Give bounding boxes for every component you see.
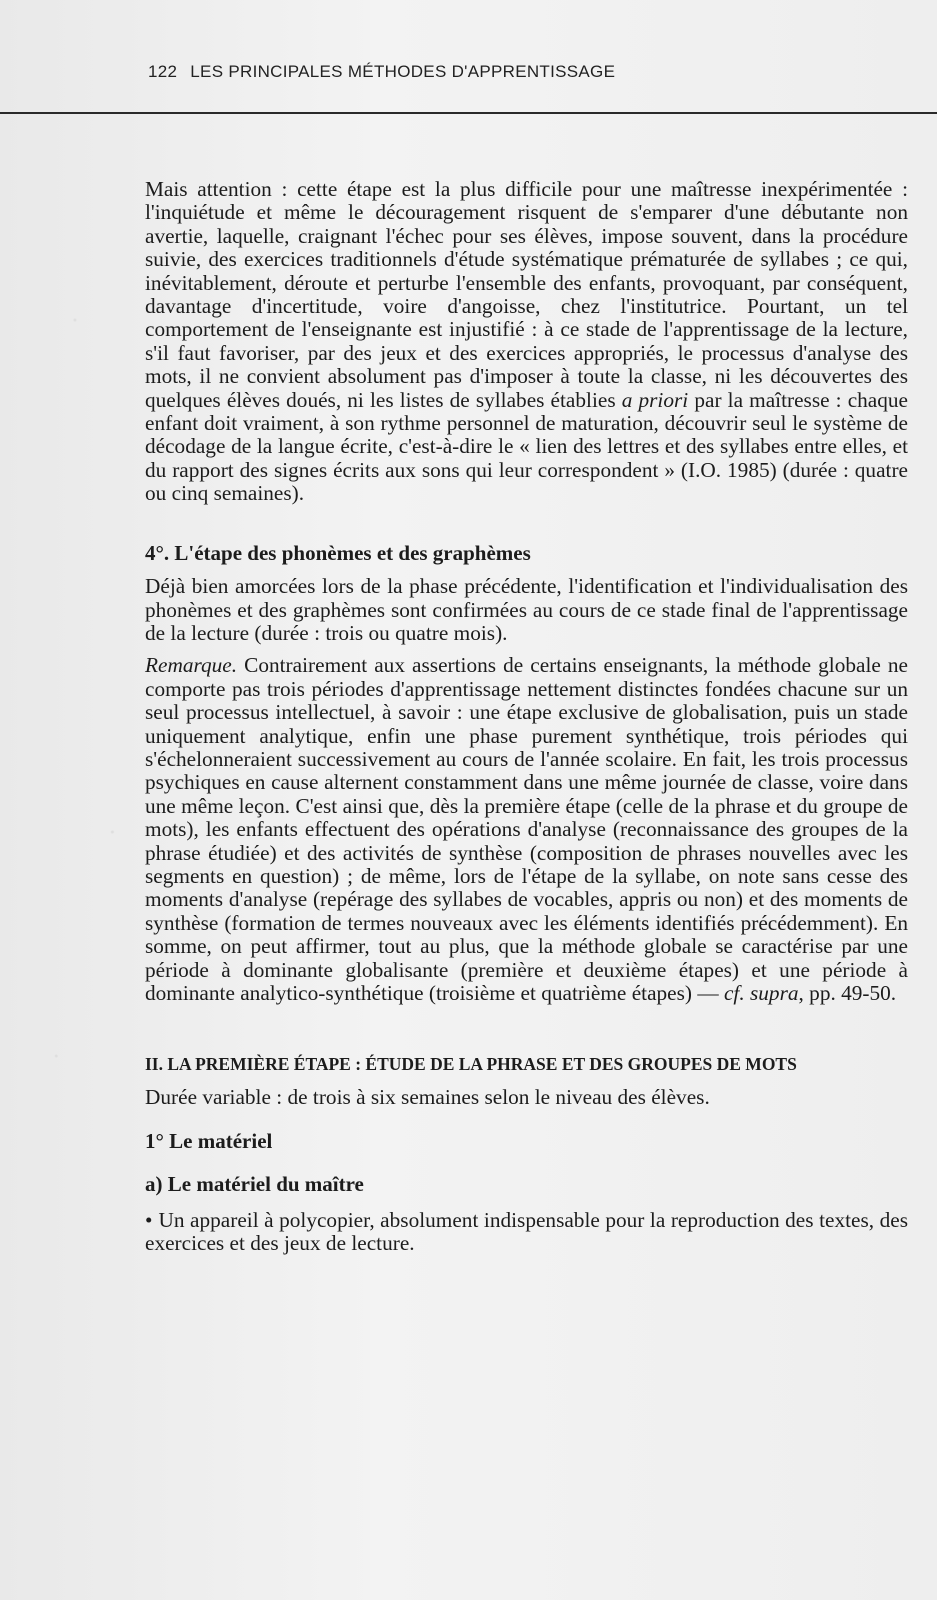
remarque-text: Contrairement aux assertions de certains enseignants, la méthode globale ne comporte pas trois périodes d'apprentissage nettement distinctes fondées chacune sur un seul processus intellectuel, à savoir : une étape exclusive de globalisation, puis un stade uniquement analytique, enfin une phase purement synthétique, trois périodes qui s'échelonneraient successivement au cours de l'année scolaire. En fait, les trois processus psychiques en cause alternent constamment dans une même journée de classe, voire dans une même leçon. C'est ainsi que, dès la première étape (celle de la phrase et du groupe de mots), les enfants effectuent des opérations d'analyse (reconnaissance des groupes de la phrase étudiée) et des activités de synthèse (composition de phrases nouvelles avec les segments en question) ; de même, lors de l'étape de la syllabe, on note sans cesse des moments d'analyse (repérage des syllabes de vocables, appris ou non) et des moments de synthèse (formation de termes nouveaux avec les éléments identifiés précédemment). En somme, on peut affirmer, tout au plus, que la méthode globale se caractérise par une période à dominante globalisante (première et deuxième étapes) et une période à dominante analytico-synthétique (troisième et quatrième étapes) — [145,653,908,1005]
heading-materiel: 1° Le matériel [145,1128,273,1153]
paragraph-step-4: Déjà bien amorcées lors de la phase précédente, l'identification et l'individualisation des phonèmes et des graphèmes sont confirmées au cours de ce stade final de l'apprentissage de la lecture (durée : trois ou quatre mois). [145,574,908,645]
paragraph-stage3-warning [145,178,908,506]
italic-cf-supra: cf. supra [723,981,799,1005]
heading-part-2: II. LA PREMIÈRE ÉTAPE : ÉTUDE DE LA PHRASE ET DES GROUPES DE MOTS [145,1054,797,1075]
heading-materiel-du-maitre: a) Le matériel du maître [145,1172,364,1197]
remarque-label: Remarque. [145,653,238,678]
bullet-item [145,1209,908,1256]
heading-step-4: 4°. L'étape des phonèmes et des graphèmes [145,540,531,565]
paragraph-text-end: par la maîtresse : chaque enfant doit vraiment, à son rythme personnel de maturation, découvrir seul le système de décodage de la langue écrite, c'est-à-dire le « lien des lettres et des syllabes entre elles, et du rapport des signes écrits aux sons qui leur correspondent » (I.O. 1985) (durée : quatre ou cinq semaines). [145,387,909,506]
remarque-text-end: , pp. 49-50. [798,981,897,1005]
running-title: LES PRINCIPALES MÉTHODES D'APPRENTISSAGE [190,62,616,81]
bullet-icon: • [145,1207,153,1232]
paragraph-remarque [145,654,908,1005]
italic-a-priori: a priori [621,387,689,412]
page-body [145,178,908,1255]
running-header [148,62,615,82]
header-rule [0,112,937,114]
paragraph-text: Mais attention : cette étape est la plus difficile pour une maîtresse inexpérimentée : l'inquiétude et même le découragement risquent de s'emparer d'une débutante non avertie, laquelle, craignant l'échec pour ses élèves, impose souvent, dans la procédure suivie, des exercices traditionnels d'étude systématique prématurée de syllabes ; ce qui, inévitablement, déroute et perturbe l'ensemble des enfants, provoquant, par conséquent, davantage d'incertitude, voire d'angoisse, chez l'institutrice. Pourtant, un tel comportement de l'enseignante est injustifié : à ce stade de l'apprentissage de la lecture, s'il faut favoriser, par des jeux et des exercices appropriés, le processus d'analyse des mots, il ne convient absolument pas d'imposer à toute la classe, ni les découvertes des quelques élèves doués, ni les listes de syllabes établies [145,177,908,412]
page-number: 122 [148,62,178,81]
paragraph-duree: Durée variable : de trois à six semaines selon le niveau des élèves. [145,1085,710,1110]
bullet-text: Un appareil à polycopier, absolument indispensable pour la reproduction des textes, des exercices et des jeux de lecture. [145,1207,908,1256]
